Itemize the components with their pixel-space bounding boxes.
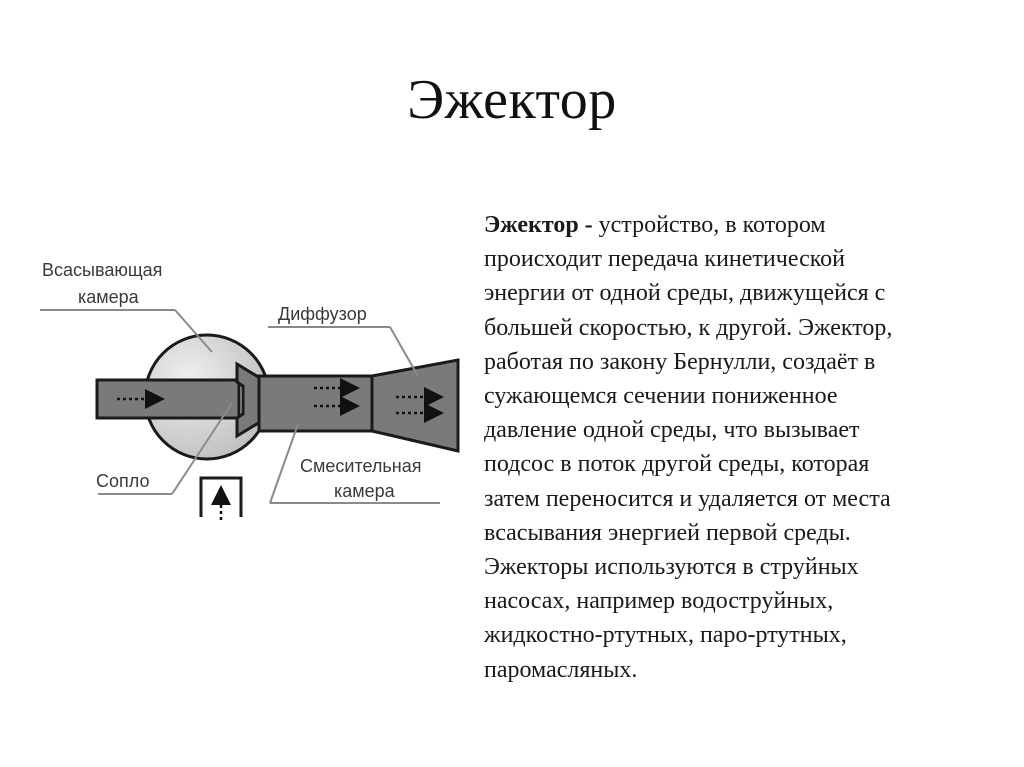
description-line: Эжекторы используются в струйных	[484, 554, 859, 581]
description-line: затем переносится и удаляется от места	[484, 485, 891, 512]
label-mixing-chamber-line1: Смесительная	[300, 456, 422, 476]
description-line: происходит передача кинетической	[484, 246, 846, 273]
description-line: всасывания энергией первой среды.	[484, 519, 851, 546]
label-diffuser: Диффузор	[278, 304, 367, 324]
description-line: насосах, например водоструйных,	[484, 588, 834, 615]
description-line: энергии от одной среды, движущейся с	[484, 280, 886, 307]
description-line	[484, 208, 994, 242]
description-line: сужающемся сечении пониженное	[484, 383, 838, 410]
slide-title: Эжектор	[407, 69, 617, 131]
ejector-diagram	[0, 0, 480, 560]
label-suction-chamber-line1: Всасывающая	[42, 260, 163, 280]
description-line: паромасляных.	[484, 656, 638, 683]
description-line: работая по закону Бернулли, создаёт в	[484, 348, 876, 375]
leader-mixing-chamber	[270, 424, 298, 503]
label-mixing-chamber-line2: камера	[334, 481, 395, 501]
description-line: большей скоростью, к другой. Эжектор,	[484, 314, 893, 341]
description-line: давление одной среды, что вызывает	[484, 417, 860, 444]
description-line: подсос в поток другой среды, которая	[484, 451, 870, 478]
description-line: жидкостно-ртутных, паро-ртутных,	[484, 622, 847, 649]
label-nozzle: Сопло	[96, 471, 150, 491]
description-line-text: устройство, в котором	[598, 212, 826, 238]
mixing-chamber-shape	[259, 376, 374, 431]
label-suction-chamber-line2: камера	[78, 287, 139, 307]
description-text	[484, 208, 994, 687]
diffuser-shape	[372, 360, 458, 451]
description-term: Эжектор -	[484, 212, 599, 238]
